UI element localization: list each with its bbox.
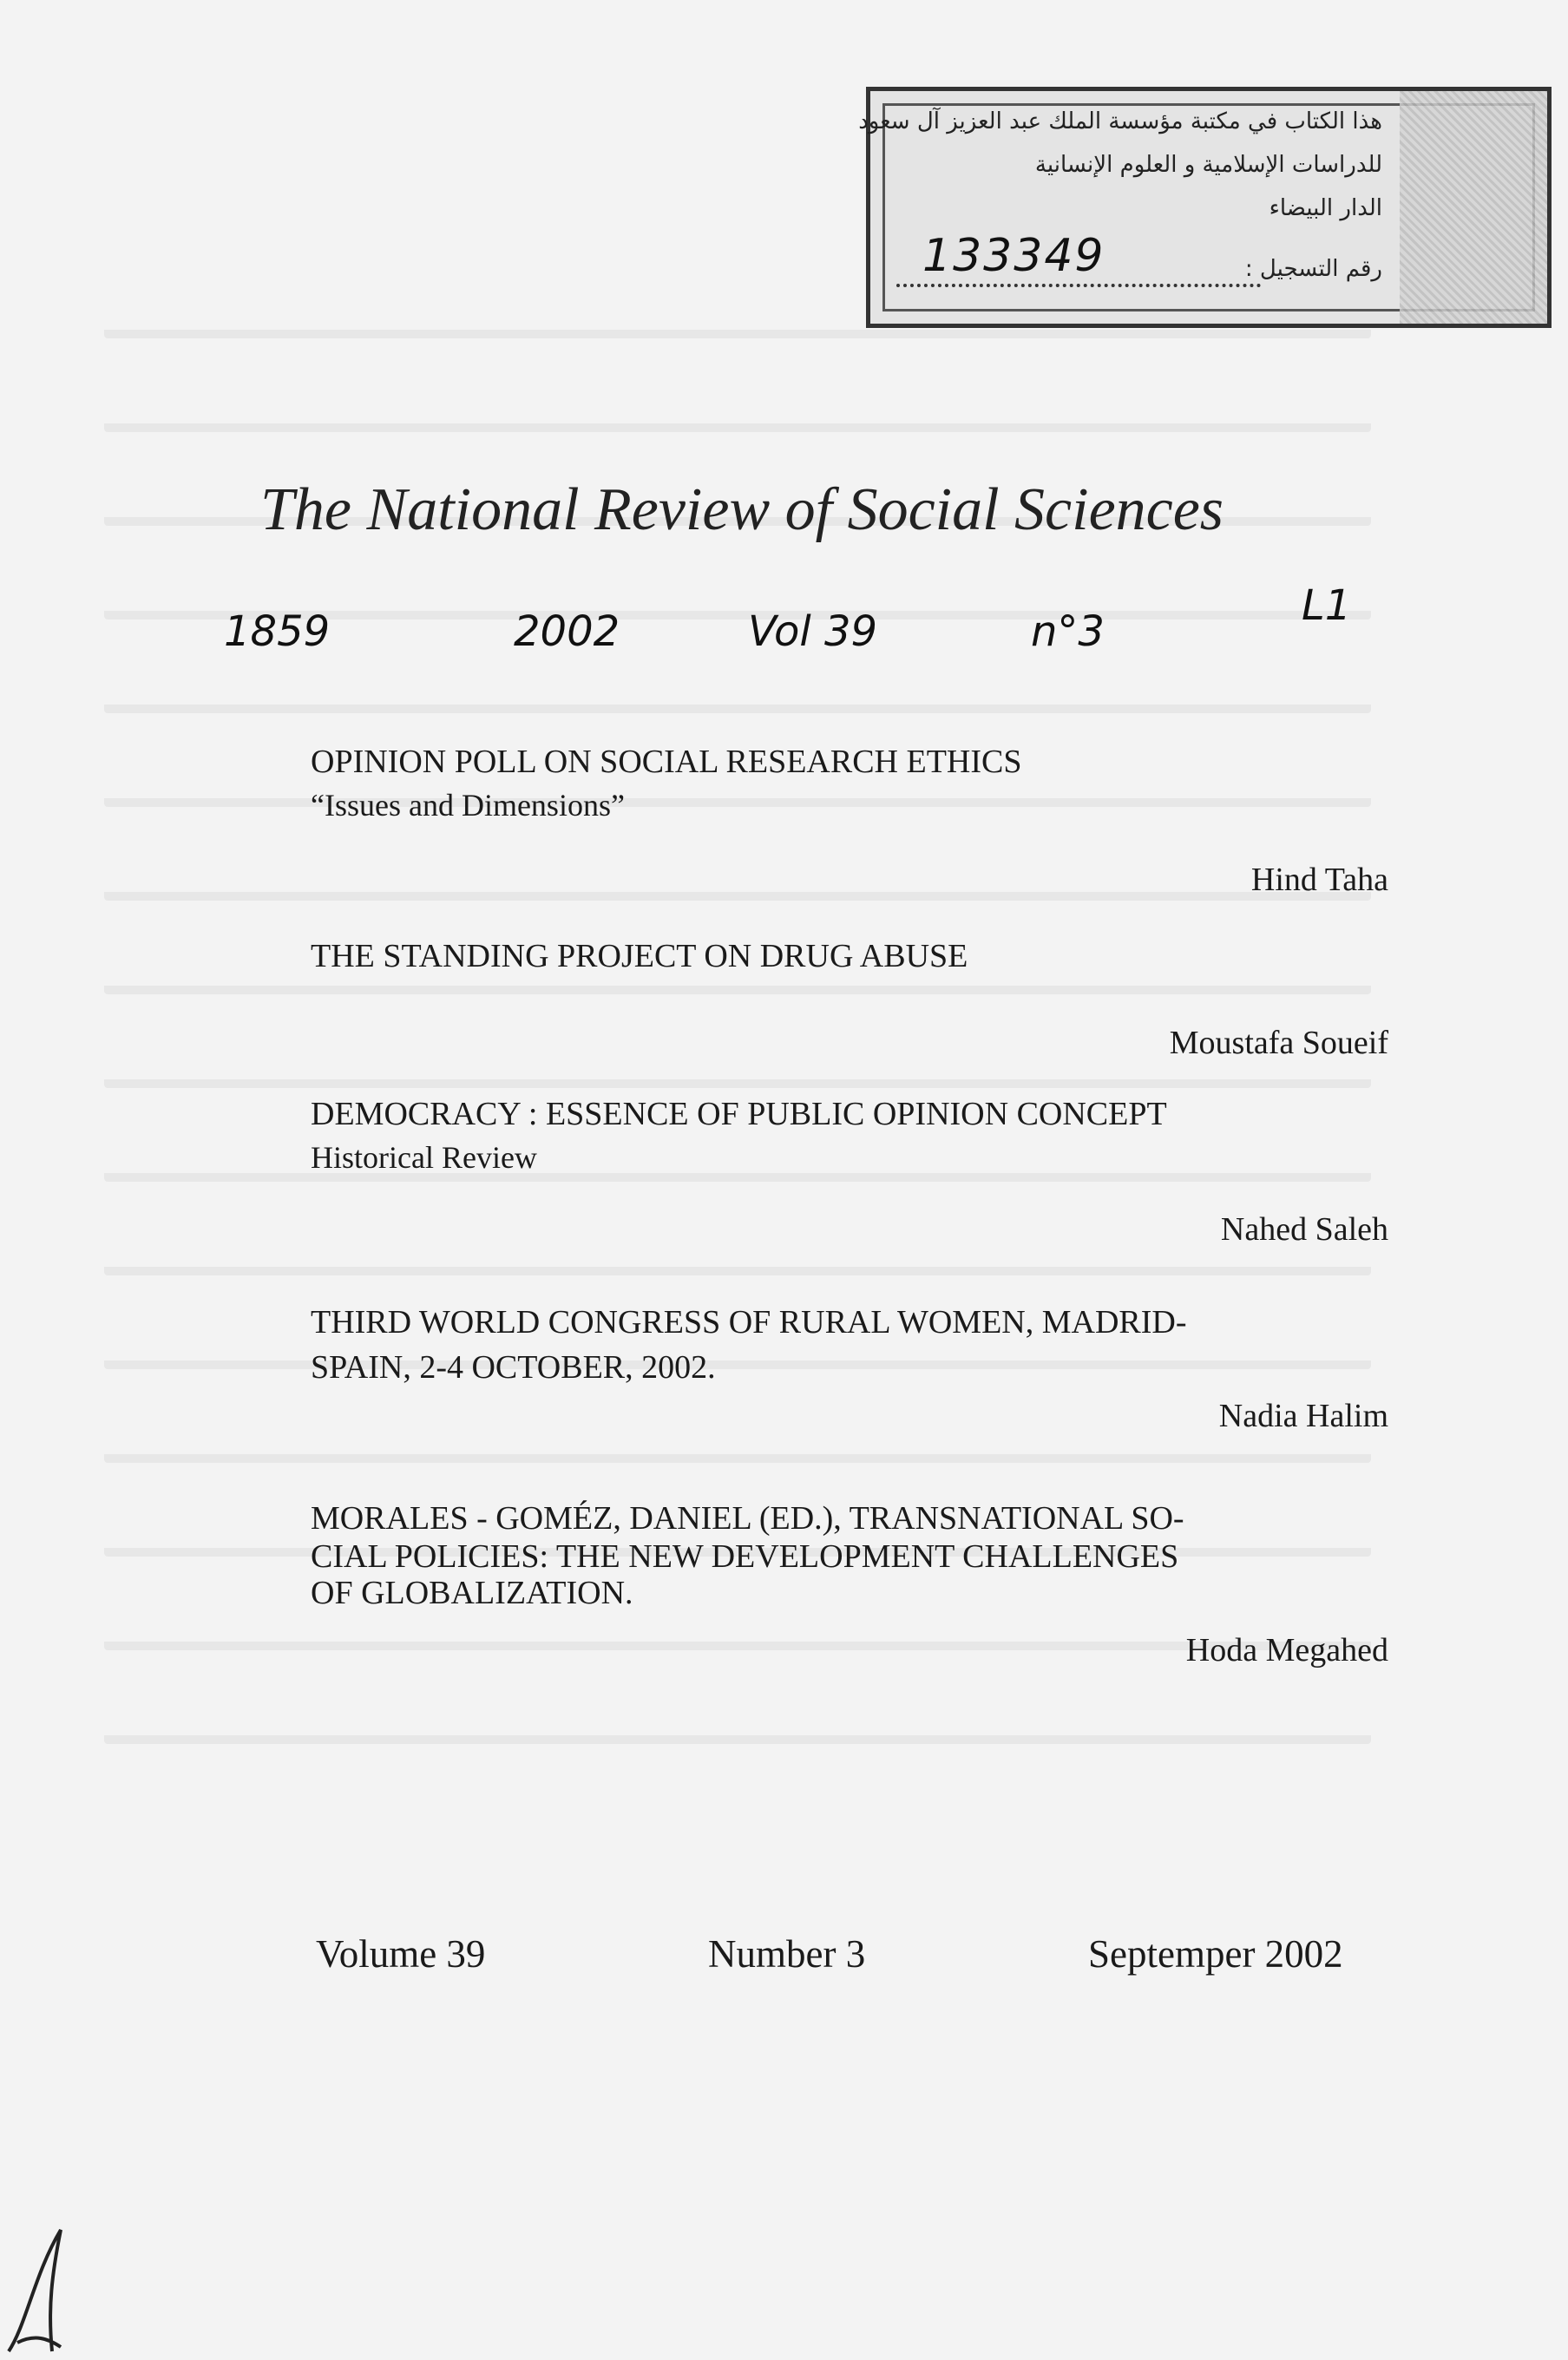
footer-volume: Volume 39 bbox=[316, 1932, 486, 1976]
article-author-3: Nahed Saleh bbox=[1220, 1211, 1388, 1248]
article-title-5-line-2: CIAL POLICIES: THE NEW DEVELOPMENT CHALLENGES bbox=[311, 1538, 1179, 1575]
journal-title: The National Review of Social Sciences bbox=[260, 476, 1224, 543]
article-title-4-line-2: SPAIN, 2-4 OCTOBER, 2002. bbox=[311, 1349, 716, 1386]
stamp-registration-label: رقم التسجيل : bbox=[1244, 256, 1382, 282]
article-subtitle-3: Historical Review bbox=[311, 1140, 537, 1175]
stamp-dotted-line bbox=[896, 284, 1261, 287]
article-title-4-line-1: THIRD WORLD CONGRESS OF RURAL WOMEN, MADRID- bbox=[311, 1304, 1187, 1341]
article-title-5-line-3: OF GLOBALIZATION. bbox=[311, 1575, 633, 1611]
article-title-1: OPINION POLL ON SOCIAL RESEARCH ETHICS bbox=[311, 744, 1022, 780]
stamp-line-2: للدراسات الإسلامية و العلوم الإنسانية bbox=[1034, 152, 1382, 178]
article-author-4: Nadia Halim bbox=[1218, 1398, 1388, 1434]
handwritten-note-3: Vol 39 bbox=[748, 607, 878, 656]
stamp-line-1: هذا الكتاب في مكتبة مؤسسة الملك عبد العزيز آل سعود bbox=[858, 108, 1382, 134]
handwritten-note-4: n°3 bbox=[1031, 607, 1105, 656]
article-author-2: Moustafa Soueif bbox=[1169, 1025, 1388, 1061]
footer-date: Septemper 2002 bbox=[1088, 1932, 1343, 1976]
handwritten-note-2: 2002 bbox=[514, 607, 620, 656]
footer-number: Number 3 bbox=[708, 1932, 866, 1976]
stamp-texture bbox=[1400, 91, 1547, 324]
stamp-registration-number: 133349 bbox=[922, 230, 1105, 282]
article-title-3: DEMOCRACY : ESSENCE OF PUBLIC OPINION CONCEPT bbox=[311, 1096, 1167, 1132]
article-title-2: THE STANDING PROJECT ON DRUG ABUSE bbox=[311, 938, 968, 974]
stamp-line-3: الدار البيضاء bbox=[1269, 195, 1382, 221]
article-title-5-line-1: MORALES - GOMÉZ, DANIEL (ED.), TRANSNATIONAL SO- bbox=[311, 1500, 1184, 1537]
handwritten-mark bbox=[0, 2221, 121, 2360]
article-subtitle-1: “Issues and Dimensions” bbox=[311, 788, 625, 823]
handwritten-note-1: 1859 bbox=[224, 607, 331, 656]
library-stamp bbox=[858, 87, 1552, 328]
handwritten-note-5: L1 bbox=[1302, 581, 1352, 630]
article-author-1: Hind Taha bbox=[1250, 862, 1388, 898]
article-author-5: Hoda Megahed bbox=[1185, 1632, 1388, 1668]
